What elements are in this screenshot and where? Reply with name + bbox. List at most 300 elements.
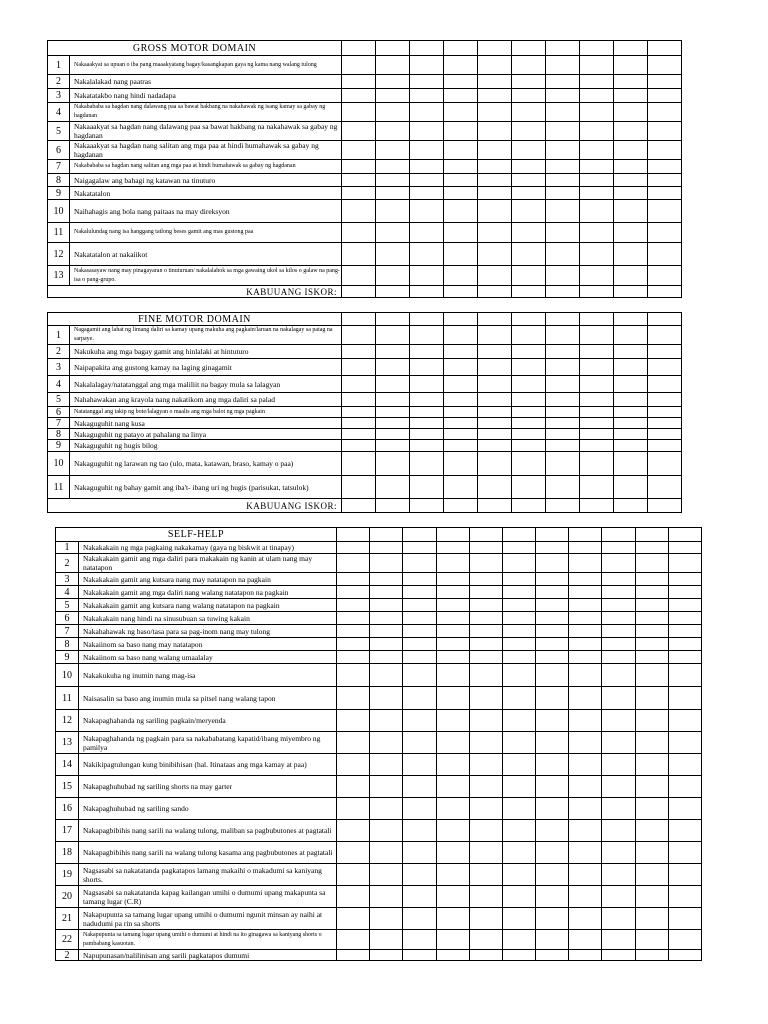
score-cell[interactable] <box>403 638 436 651</box>
score-cell[interactable] <box>569 798 602 820</box>
score-cell[interactable] <box>635 687 668 710</box>
score-cell[interactable] <box>512 499 546 513</box>
score-cell[interactable] <box>410 407 444 418</box>
score-cell[interactable] <box>444 476 478 499</box>
score-cell[interactable] <box>648 223 682 243</box>
score-cell[interactable] <box>436 542 469 554</box>
score-cell[interactable] <box>478 440 512 452</box>
score-cell[interactable] <box>635 573 668 586</box>
score-cell[interactable] <box>403 599 436 612</box>
score-cell[interactable] <box>502 687 535 710</box>
score-cell[interactable] <box>342 223 376 243</box>
score-cell[interactable] <box>376 200 410 223</box>
score-cell[interactable] <box>602 651 635 664</box>
score-cell[interactable] <box>569 732 602 754</box>
score-cell[interactable] <box>614 313 648 326</box>
score-cell[interactable] <box>370 820 403 842</box>
score-cell[interactable] <box>436 754 469 776</box>
score-cell[interactable] <box>569 908 602 930</box>
score-cell[interactable] <box>342 345 376 359</box>
score-cell[interactable] <box>614 75 648 89</box>
score-cell[interactable] <box>512 141 546 160</box>
score-cell[interactable] <box>648 89 682 103</box>
score-cell[interactable] <box>536 820 569 842</box>
score-cell[interactable] <box>569 950 602 961</box>
score-cell[interactable] <box>536 664 569 687</box>
score-cell[interactable] <box>469 950 502 961</box>
score-cell[interactable] <box>512 75 546 89</box>
score-cell[interactable] <box>337 528 370 542</box>
score-cell[interactable] <box>478 174 512 187</box>
score-cell[interactable] <box>376 440 410 452</box>
score-cell[interactable] <box>512 452 546 476</box>
score-cell[interactable] <box>337 542 370 554</box>
score-cell[interactable] <box>536 864 569 886</box>
score-cell[interactable] <box>469 710 502 732</box>
score-cell[interactable] <box>602 820 635 842</box>
score-cell[interactable] <box>614 266 648 286</box>
score-cell[interactable] <box>602 842 635 864</box>
score-cell[interactable] <box>648 499 682 513</box>
score-cell[interactable] <box>602 687 635 710</box>
score-cell[interactable] <box>635 625 668 638</box>
score-cell[interactable] <box>469 542 502 554</box>
score-cell[interactable] <box>648 313 682 326</box>
score-cell[interactable] <box>580 286 614 298</box>
score-cell[interactable] <box>580 359 614 376</box>
score-cell[interactable] <box>614 243 648 266</box>
score-cell[interactable] <box>546 476 580 499</box>
score-cell[interactable] <box>569 886 602 908</box>
score-cell[interactable] <box>546 440 580 452</box>
score-cell[interactable] <box>376 174 410 187</box>
score-cell[interactable] <box>546 122 580 141</box>
score-cell[interactable] <box>444 160 478 174</box>
score-cell[interactable] <box>512 174 546 187</box>
score-cell[interactable] <box>370 664 403 687</box>
score-cell[interactable] <box>502 930 535 950</box>
score-cell[interactable] <box>370 586 403 599</box>
score-cell[interactable] <box>512 345 546 359</box>
score-cell[interactable] <box>444 89 478 103</box>
score-cell[interactable] <box>648 103 682 122</box>
score-cell[interactable] <box>410 243 444 266</box>
score-cell[interactable] <box>546 286 580 298</box>
score-cell[interactable] <box>635 820 668 842</box>
score-cell[interactable] <box>512 429 546 440</box>
score-cell[interactable] <box>469 638 502 651</box>
score-cell[interactable] <box>569 586 602 599</box>
score-cell[interactable] <box>403 710 436 732</box>
score-cell[interactable] <box>512 56 546 75</box>
score-cell[interactable] <box>502 754 535 776</box>
score-cell[interactable] <box>580 223 614 243</box>
score-cell[interactable] <box>370 573 403 586</box>
score-cell[interactable] <box>337 586 370 599</box>
score-cell[interactable] <box>668 930 701 950</box>
score-cell[interactable] <box>444 452 478 476</box>
score-cell[interactable] <box>635 908 668 930</box>
score-cell[interactable] <box>635 664 668 687</box>
score-cell[interactable] <box>337 612 370 625</box>
score-cell[interactable] <box>469 554 502 573</box>
score-cell[interactable] <box>668 820 701 842</box>
score-cell[interactable] <box>512 376 546 393</box>
score-cell[interactable] <box>376 141 410 160</box>
score-cell[interactable] <box>337 664 370 687</box>
score-cell[interactable] <box>668 599 701 612</box>
score-cell[interactable] <box>512 418 546 429</box>
score-cell[interactable] <box>512 440 546 452</box>
score-cell[interactable] <box>444 56 478 75</box>
score-cell[interactable] <box>546 160 580 174</box>
score-cell[interactable] <box>444 429 478 440</box>
score-cell[interactable] <box>602 625 635 638</box>
score-cell[interactable] <box>648 359 682 376</box>
score-cell[interactable] <box>502 625 535 638</box>
score-cell[interactable] <box>370 638 403 651</box>
score-cell[interactable] <box>569 664 602 687</box>
score-cell[interactable] <box>546 313 580 326</box>
score-cell[interactable] <box>469 625 502 638</box>
score-cell[interactable] <box>444 243 478 266</box>
score-cell[interactable] <box>478 187 512 200</box>
score-cell[interactable] <box>444 75 478 89</box>
score-cell[interactable] <box>502 798 535 820</box>
score-cell[interactable] <box>337 732 370 754</box>
score-cell[interactable] <box>602 732 635 754</box>
score-cell[interactable] <box>469 586 502 599</box>
score-cell[interactable] <box>502 732 535 754</box>
score-cell[interactable] <box>614 174 648 187</box>
score-cell[interactable] <box>410 376 444 393</box>
score-cell[interactable] <box>668 554 701 573</box>
score-cell[interactable] <box>580 141 614 160</box>
score-cell[interactable] <box>342 440 376 452</box>
score-cell[interactable] <box>370 908 403 930</box>
score-cell[interactable] <box>376 376 410 393</box>
score-cell[interactable] <box>410 393 444 407</box>
score-cell[interactable] <box>436 612 469 625</box>
score-cell[interactable] <box>502 908 535 930</box>
score-cell[interactable] <box>614 407 648 418</box>
score-cell[interactable] <box>410 223 444 243</box>
score-cell[interactable] <box>410 56 444 75</box>
score-cell[interactable] <box>342 476 376 499</box>
score-cell[interactable] <box>376 286 410 298</box>
score-cell[interactable] <box>602 599 635 612</box>
score-cell[interactable] <box>580 174 614 187</box>
score-cell[interactable] <box>614 200 648 223</box>
score-cell[interactable] <box>403 554 436 573</box>
score-cell[interactable] <box>546 359 580 376</box>
score-cell[interactable] <box>376 75 410 89</box>
score-cell[interactable] <box>668 586 701 599</box>
score-cell[interactable] <box>436 930 469 950</box>
score-cell[interactable] <box>370 798 403 820</box>
score-cell[interactable] <box>536 542 569 554</box>
score-cell[interactable] <box>536 908 569 930</box>
score-cell[interactable] <box>444 440 478 452</box>
score-cell[interactable] <box>648 376 682 393</box>
score-cell[interactable] <box>337 930 370 950</box>
score-cell[interactable] <box>410 440 444 452</box>
score-cell[interactable] <box>469 664 502 687</box>
score-cell[interactable] <box>410 266 444 286</box>
score-cell[interactable] <box>444 418 478 429</box>
score-cell[interactable] <box>536 586 569 599</box>
score-cell[interactable] <box>436 651 469 664</box>
score-cell[interactable] <box>469 754 502 776</box>
score-cell[interactable] <box>444 286 478 298</box>
score-cell[interactable] <box>370 625 403 638</box>
score-cell[interactable] <box>478 266 512 286</box>
score-cell[interactable] <box>403 732 436 754</box>
score-cell[interactable] <box>342 141 376 160</box>
score-cell[interactable] <box>469 732 502 754</box>
score-cell[interactable] <box>403 664 436 687</box>
score-cell[interactable] <box>512 89 546 103</box>
score-cell[interactable] <box>614 326 648 345</box>
score-cell[interactable] <box>337 842 370 864</box>
score-cell[interactable] <box>403 612 436 625</box>
score-cell[interactable] <box>614 122 648 141</box>
score-cell[interactable] <box>342 41 376 56</box>
score-cell[interactable] <box>648 476 682 499</box>
score-cell[interactable] <box>502 554 535 573</box>
score-cell[interactable] <box>635 864 668 886</box>
score-cell[interactable] <box>410 345 444 359</box>
score-cell[interactable] <box>602 554 635 573</box>
score-cell[interactable] <box>342 418 376 429</box>
score-cell[interactable] <box>569 651 602 664</box>
score-cell[interactable] <box>403 542 436 554</box>
score-cell[interactable] <box>444 376 478 393</box>
score-cell[interactable] <box>436 687 469 710</box>
score-cell[interactable] <box>546 75 580 89</box>
score-cell[interactable] <box>478 407 512 418</box>
score-cell[interactable] <box>546 418 580 429</box>
score-cell[interactable] <box>337 908 370 930</box>
score-cell[interactable] <box>444 41 478 56</box>
score-cell[interactable] <box>602 864 635 886</box>
score-cell[interactable] <box>502 599 535 612</box>
score-cell[interactable] <box>536 886 569 908</box>
score-cell[interactable] <box>444 326 478 345</box>
score-cell[interactable] <box>635 528 668 542</box>
score-cell[interactable] <box>546 41 580 56</box>
score-cell[interactable] <box>536 950 569 961</box>
score-cell[interactable] <box>536 612 569 625</box>
score-cell[interactable] <box>342 313 376 326</box>
score-cell[interactable] <box>580 452 614 476</box>
score-cell[interactable] <box>403 687 436 710</box>
score-cell[interactable] <box>512 359 546 376</box>
score-cell[interactable] <box>502 710 535 732</box>
score-cell[interactable] <box>668 908 701 930</box>
score-cell[interactable] <box>512 266 546 286</box>
score-cell[interactable] <box>614 440 648 452</box>
score-cell[interactable] <box>635 776 668 798</box>
score-cell[interactable] <box>444 345 478 359</box>
score-cell[interactable] <box>478 313 512 326</box>
score-cell[interactable] <box>342 429 376 440</box>
score-cell[interactable] <box>436 554 469 573</box>
score-cell[interactable] <box>342 452 376 476</box>
score-cell[interactable] <box>635 599 668 612</box>
score-cell[interactable] <box>502 586 535 599</box>
score-cell[interactable] <box>635 798 668 820</box>
score-cell[interactable] <box>342 174 376 187</box>
score-cell[interactable] <box>614 103 648 122</box>
score-cell[interactable] <box>569 687 602 710</box>
score-cell[interactable] <box>469 599 502 612</box>
score-cell[interactable] <box>512 393 546 407</box>
score-cell[interactable] <box>376 429 410 440</box>
score-cell[interactable] <box>478 103 512 122</box>
score-cell[interactable] <box>614 187 648 200</box>
score-cell[interactable] <box>502 950 535 961</box>
score-cell[interactable] <box>502 651 535 664</box>
score-cell[interactable] <box>376 393 410 407</box>
score-cell[interactable] <box>536 776 569 798</box>
score-cell[interactable] <box>536 842 569 864</box>
score-cell[interactable] <box>569 820 602 842</box>
score-cell[interactable] <box>337 950 370 961</box>
score-cell[interactable] <box>478 160 512 174</box>
score-cell[interactable] <box>436 528 469 542</box>
score-cell[interactable] <box>668 864 701 886</box>
score-cell[interactable] <box>478 376 512 393</box>
score-cell[interactable] <box>668 842 701 864</box>
score-cell[interactable] <box>569 542 602 554</box>
score-cell[interactable] <box>614 476 648 499</box>
score-cell[interactable] <box>512 407 546 418</box>
score-cell[interactable] <box>569 638 602 651</box>
score-cell[interactable] <box>436 908 469 930</box>
score-cell[interactable] <box>648 326 682 345</box>
score-cell[interactable] <box>403 820 436 842</box>
score-cell[interactable] <box>648 429 682 440</box>
score-cell[interactable] <box>569 528 602 542</box>
score-cell[interactable] <box>502 886 535 908</box>
score-cell[interactable] <box>370 528 403 542</box>
score-cell[interactable] <box>370 864 403 886</box>
score-cell[interactable] <box>546 223 580 243</box>
score-cell[interactable] <box>502 638 535 651</box>
score-cell[interactable] <box>512 200 546 223</box>
score-cell[interactable] <box>668 886 701 908</box>
score-cell[interactable] <box>478 452 512 476</box>
score-cell[interactable] <box>436 625 469 638</box>
score-cell[interactable] <box>648 174 682 187</box>
score-cell[interactable] <box>536 554 569 573</box>
score-cell[interactable] <box>502 573 535 586</box>
score-cell[interactable] <box>580 56 614 75</box>
score-cell[interactable] <box>376 41 410 56</box>
score-cell[interactable] <box>403 586 436 599</box>
score-cell[interactable] <box>403 573 436 586</box>
score-cell[interactable] <box>648 452 682 476</box>
score-cell[interactable] <box>602 886 635 908</box>
score-cell[interactable] <box>376 418 410 429</box>
score-cell[interactable] <box>602 612 635 625</box>
score-cell[interactable] <box>370 886 403 908</box>
score-cell[interactable] <box>580 200 614 223</box>
score-cell[interactable] <box>668 638 701 651</box>
score-cell[interactable] <box>410 89 444 103</box>
score-cell[interactable] <box>546 187 580 200</box>
score-cell[interactable] <box>536 798 569 820</box>
score-cell[interactable] <box>602 950 635 961</box>
score-cell[interactable] <box>648 243 682 266</box>
score-cell[interactable] <box>546 393 580 407</box>
score-cell[interactable] <box>469 776 502 798</box>
score-cell[interactable] <box>410 452 444 476</box>
score-cell[interactable] <box>410 418 444 429</box>
score-cell[interactable] <box>648 440 682 452</box>
score-cell[interactable] <box>342 286 376 298</box>
score-cell[interactable] <box>648 160 682 174</box>
score-cell[interactable] <box>546 499 580 513</box>
score-cell[interactable] <box>376 266 410 286</box>
score-cell[interactable] <box>602 664 635 687</box>
score-cell[interactable] <box>376 103 410 122</box>
score-cell[interactable] <box>648 200 682 223</box>
score-cell[interactable] <box>370 599 403 612</box>
score-cell[interactable] <box>569 842 602 864</box>
score-cell[interactable] <box>444 393 478 407</box>
score-cell[interactable] <box>512 476 546 499</box>
score-cell[interactable] <box>635 950 668 961</box>
score-cell[interactable] <box>444 223 478 243</box>
score-cell[interactable] <box>370 554 403 573</box>
score-cell[interactable] <box>342 160 376 174</box>
score-cell[interactable] <box>536 754 569 776</box>
score-cell[interactable] <box>635 754 668 776</box>
score-cell[interactable] <box>342 243 376 266</box>
score-cell[interactable] <box>370 542 403 554</box>
score-cell[interactable] <box>342 266 376 286</box>
score-cell[interactable] <box>403 754 436 776</box>
score-cell[interactable] <box>376 122 410 141</box>
score-cell[interactable] <box>668 732 701 754</box>
score-cell[interactable] <box>342 56 376 75</box>
score-cell[interactable] <box>410 429 444 440</box>
score-cell[interactable] <box>569 754 602 776</box>
score-cell[interactable] <box>410 286 444 298</box>
score-cell[interactable] <box>444 407 478 418</box>
score-cell[interactable] <box>668 664 701 687</box>
score-cell[interactable] <box>614 499 648 513</box>
score-cell[interactable] <box>478 345 512 359</box>
score-cell[interactable] <box>668 542 701 554</box>
score-cell[interactable] <box>602 798 635 820</box>
score-cell[interactable] <box>614 141 648 160</box>
score-cell[interactable] <box>342 359 376 376</box>
score-cell[interactable] <box>580 429 614 440</box>
score-cell[interactable] <box>546 56 580 75</box>
score-cell[interactable] <box>635 542 668 554</box>
score-cell[interactable] <box>337 710 370 732</box>
score-cell[interactable] <box>403 930 436 950</box>
score-cell[interactable] <box>469 651 502 664</box>
score-cell[interactable] <box>635 732 668 754</box>
score-cell[interactable] <box>546 429 580 440</box>
score-cell[interactable] <box>469 612 502 625</box>
score-cell[interactable] <box>469 886 502 908</box>
score-cell[interactable] <box>614 160 648 174</box>
